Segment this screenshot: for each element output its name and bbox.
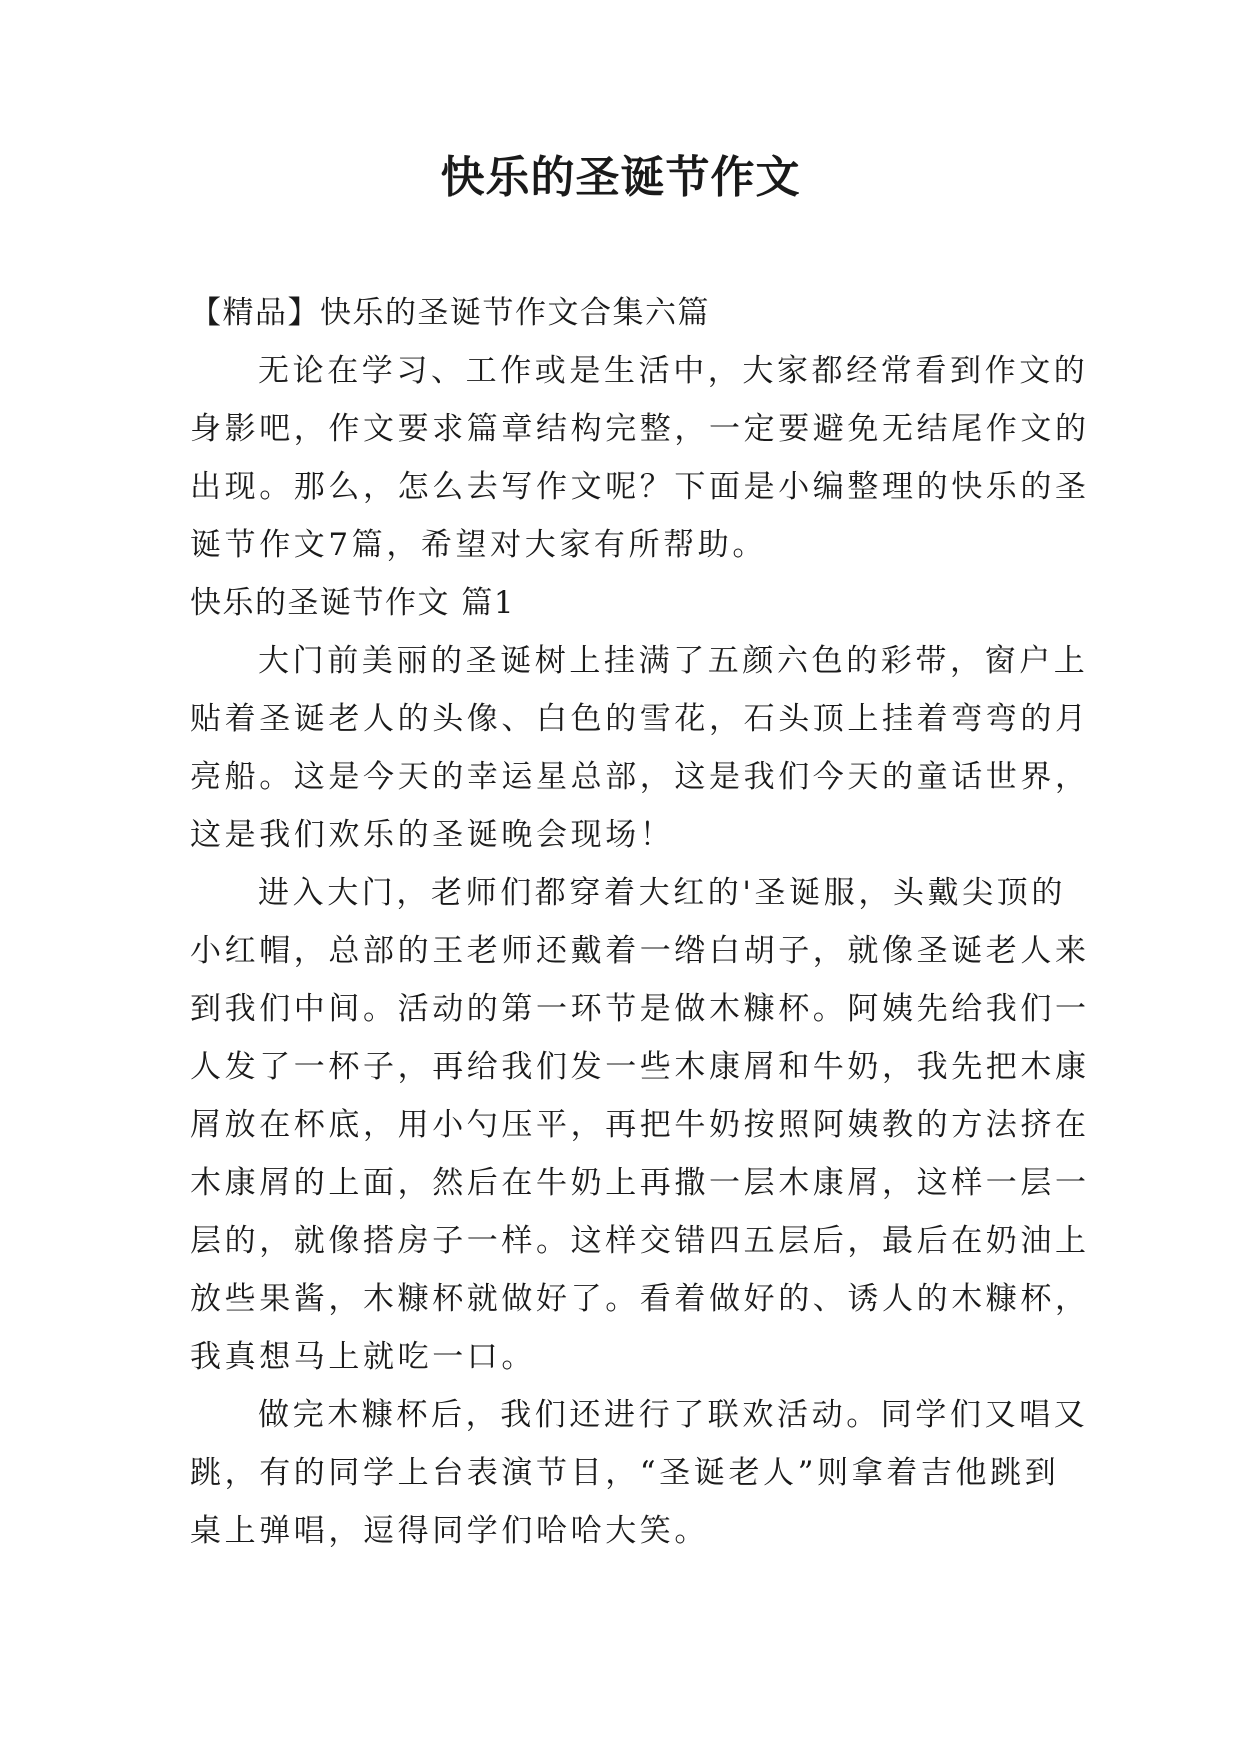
essay-paragraph-line: 人发了一杯子，再给我们发一些木康屑和牛奶，我先把木康: [190, 1049, 1090, 1085]
intro-paragraph-line: 出现。那么，怎么去写作文呢？下面是小编整理的快乐的圣: [190, 469, 1090, 505]
essay-paragraph-line: 到我们中间。活动的第一环节是做木糠杯。阿姨先给我们一: [190, 991, 1090, 1027]
essay-paragraph-line: 小红帽，总部的王老师还戴着一绺白胡子，就像圣诞老人来: [190, 933, 1090, 969]
essay-paragraph-line: 我真想马上就吃一口。: [190, 1339, 536, 1375]
essay-paragraph-line: 贴着圣诞老人的头像、白色的雪花，石头顶上挂着弯弯的月: [190, 701, 1090, 737]
essay-heading: 快乐的圣诞节作文 篇1: [190, 585, 516, 621]
essay-paragraph-line: 放些果酱，木糠杯就做好了。看着做好的、诱人的木糠杯，: [190, 1281, 1090, 1317]
essay-paragraph-line: 做完木糠杯后，我们还进行了联欢活动。同学们又唱又: [258, 1397, 1089, 1433]
essay-paragraph-line: 桌上弹唱，逗得同学们哈哈大笑。: [190, 1513, 709, 1549]
essay-paragraph-line: 层的，就像搭房子一样。这样交错四五层后，最后在奶油上: [190, 1223, 1090, 1259]
essay-paragraph-line: 进入大门，老师们都穿着大红的'圣诞服，头戴尖顶的: [258, 875, 1066, 911]
intro-paragraph-line: 身影吧，作文要求篇章结构完整，一定要避免无结尾作文的: [190, 411, 1090, 447]
intro-paragraph-line: 诞节作文7篇，希望对大家有所帮助。: [190, 527, 767, 563]
essay-paragraph-line: 这是我们欢乐的圣诞晚会现场！: [190, 817, 675, 853]
document-title: 快乐的圣诞节作文: [440, 152, 801, 203]
essay-paragraph-line: 木康屑的上面，然后在牛奶上再撒一层木康屑，这样一层一: [190, 1165, 1090, 1201]
essay-paragraph-line: 大门前美丽的圣诞树上挂满了五颜六色的彩带，窗户上: [258, 643, 1089, 679]
collection-heading: 【精品】快乐的圣诞节作文合集六篇: [190, 295, 710, 331]
essay-paragraph-line: 跳，有的同学上台表演节目，“圣诞老人”则拿着吉他跳到: [190, 1455, 1060, 1491]
essay-paragraph-line: 亮船。这是今天的幸运星总部，这是我们今天的童话世界，: [190, 759, 1090, 795]
essay-paragraph-line: 屑放在杯底，用小勺压平，再把牛奶按照阿姨教的方法挤在: [190, 1107, 1090, 1143]
intro-paragraph-line: 无论在学习、工作或是生活中，大家都经常看到作文的: [258, 353, 1089, 389]
document-body: [190, 284, 1090, 1560]
